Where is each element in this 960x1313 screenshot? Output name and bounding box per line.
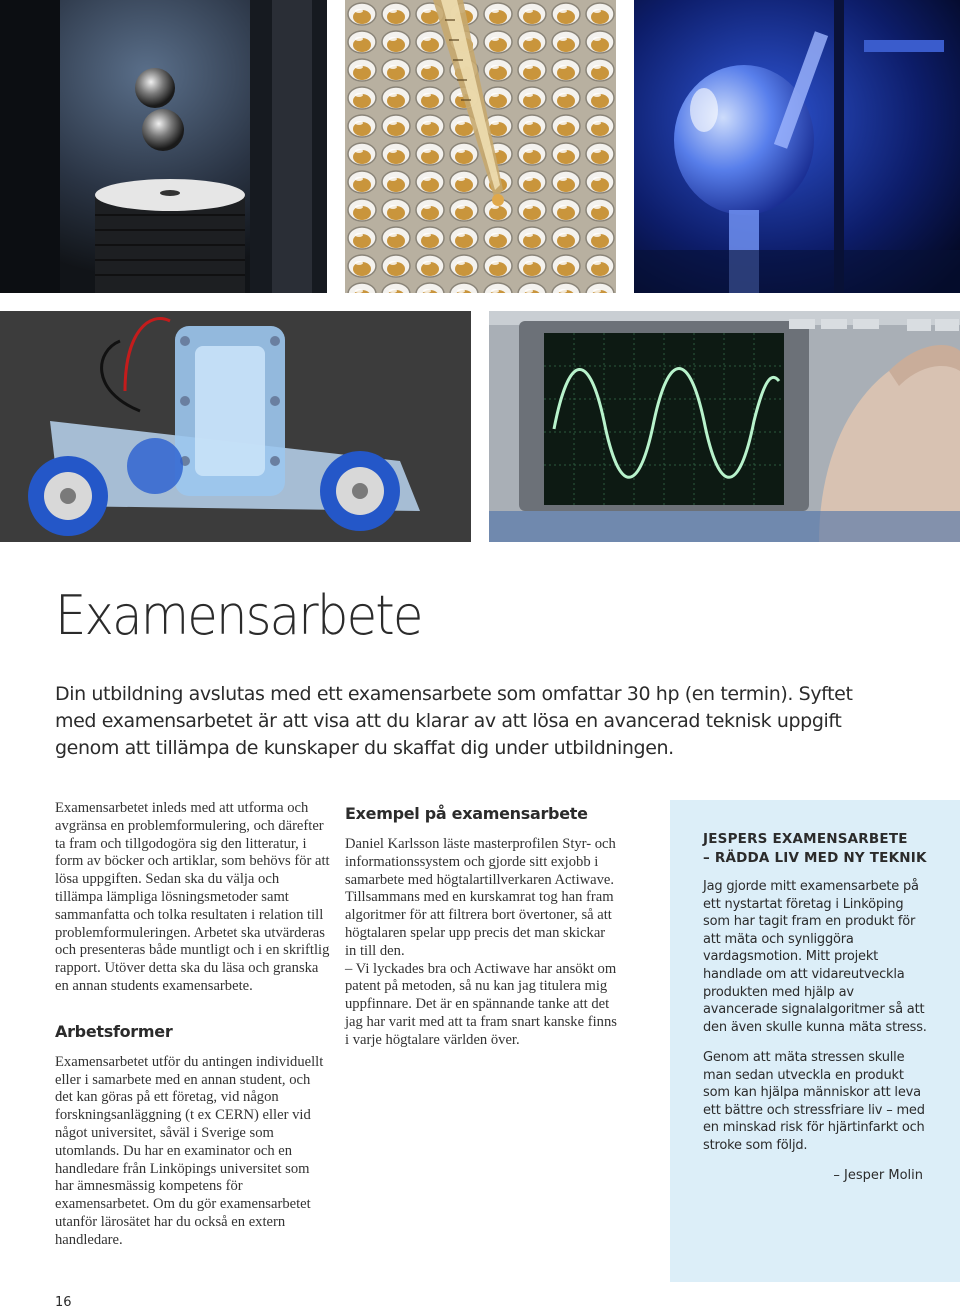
sidebox-paragraph-2: Genom att mäta stressen skulle man sedan utveckla en produkt som kan hjälpa människor att leva ett bättre och stressfriare liv – med en minskad risk för hjärtinfarkt och stroke som följd.	[703, 1050, 925, 1153]
arbetsformer-paragraph: Examensarbetet utför du antingen individuellt eller i samarbete med en annan student, och det kan göras på ett företag, vid någon forskningsanläggning (t ex CERN) eller vid något universitet, såväl i Sverige som utomlands. Du har en examinator och en handledare från Linköpings universitet som har ämnesmässig kompetens för examensarbetet. Om du gör examensarbetet utanför lärosätet har du också en extern handledare.	[55, 1053, 324, 1248]
example-paragraph-2: – Vi lyckades bra och Actiwave har ansökt om patent på metoden, så nu kan jag titulera mig uppfinnare. Det är en spännande tanke att det jag har varit med att ta fram snart kanske finns i varje högtalare världen över.	[345, 960, 617, 1048]
lead-paragraph: Din utbildning avslutas med ett examensarbete som omfattar 30 hp (en termin). Syftet med examensarbetet är att visa att du klarar av att lösa en avancerad teknisk uppgift genom att tillämpa de kunskaper du skaffat dig under utbildningen.	[55, 683, 853, 759]
fuel-cell-car-image	[0, 311, 471, 542]
jesper-sidebox	[670, 800, 960, 1282]
example-heading: Exempel på examensarbete	[345, 804, 588, 823]
sidebox-heading-line1: JESPERS EXAMENSARBETE	[703, 831, 908, 847]
photo-oscilloscope	[489, 311, 960, 542]
intro-paragraph: Examensarbetet inleds med att utforma och avgränsa en problemformulering, och därefter ta fram och tillgodogöra sig den litteratur, i form av böcker och artiklar, som behövs för att lösa uppgiften. Sedan ska du välja och tillämpa lämpliga lösningsmetoder samt sammanfatta och tolka resultaten i relation till problemformuleringen. Arbetet ska utvärderas och presenteras både muntligt och i en skriftlig rapport. Utöver detta ska du läsa och granska en annan students examensarbete.	[55, 800, 330, 994]
page-number: 16	[55, 1295, 72, 1310]
photo-fuel-cell-car	[0, 311, 471, 542]
sidebox-paragraph-1: Jag gjorde mitt examensarbete på ett nystartat företag i Linköping som har tagit fram en produkt för att mäta och synliggöra vardagsmotion. Mitt projekt handlade om att vidareutveckla produkten med hjälp av avancerade signalalgoritmer så att den även skulle kunna mäta stress.	[703, 879, 927, 1035]
arbetsformer-heading: Arbetsformer	[55, 1021, 173, 1041]
column-middle	[345, 800, 620, 1050]
sidebox-heading	[703, 830, 943, 868]
column-left	[55, 800, 330, 1250]
oscilloscope-image	[489, 311, 960, 542]
levitation-image	[0, 0, 327, 293]
page-title: Examensarbete	[55, 584, 422, 647]
example-paragraph-1: Daniel Karlsson läste masterprofilen Styr- och informationssystem och gjorde sitt exjobb i samarbete med högtalartillverkaren Actiwave. Tillsammans med en kurskamrat tog han fram algoritmer för att filtrera bort övertoner, så att högtalaren spelar upp precis det man skickar in till den.	[345, 836, 616, 959]
sidebox-signature: – Jesper Molin	[833, 1168, 923, 1183]
glassware-image	[634, 0, 960, 293]
sidebox-heading-line2: – RÄDDA LIV MED NY TEKNIK	[703, 850, 927, 866]
photo-pipette-well-plate	[345, 0, 616, 293]
photo-acoustic-levitation	[0, 0, 327, 293]
photo-blue-glassware	[634, 0, 960, 293]
pipette-image	[345, 0, 616, 293]
